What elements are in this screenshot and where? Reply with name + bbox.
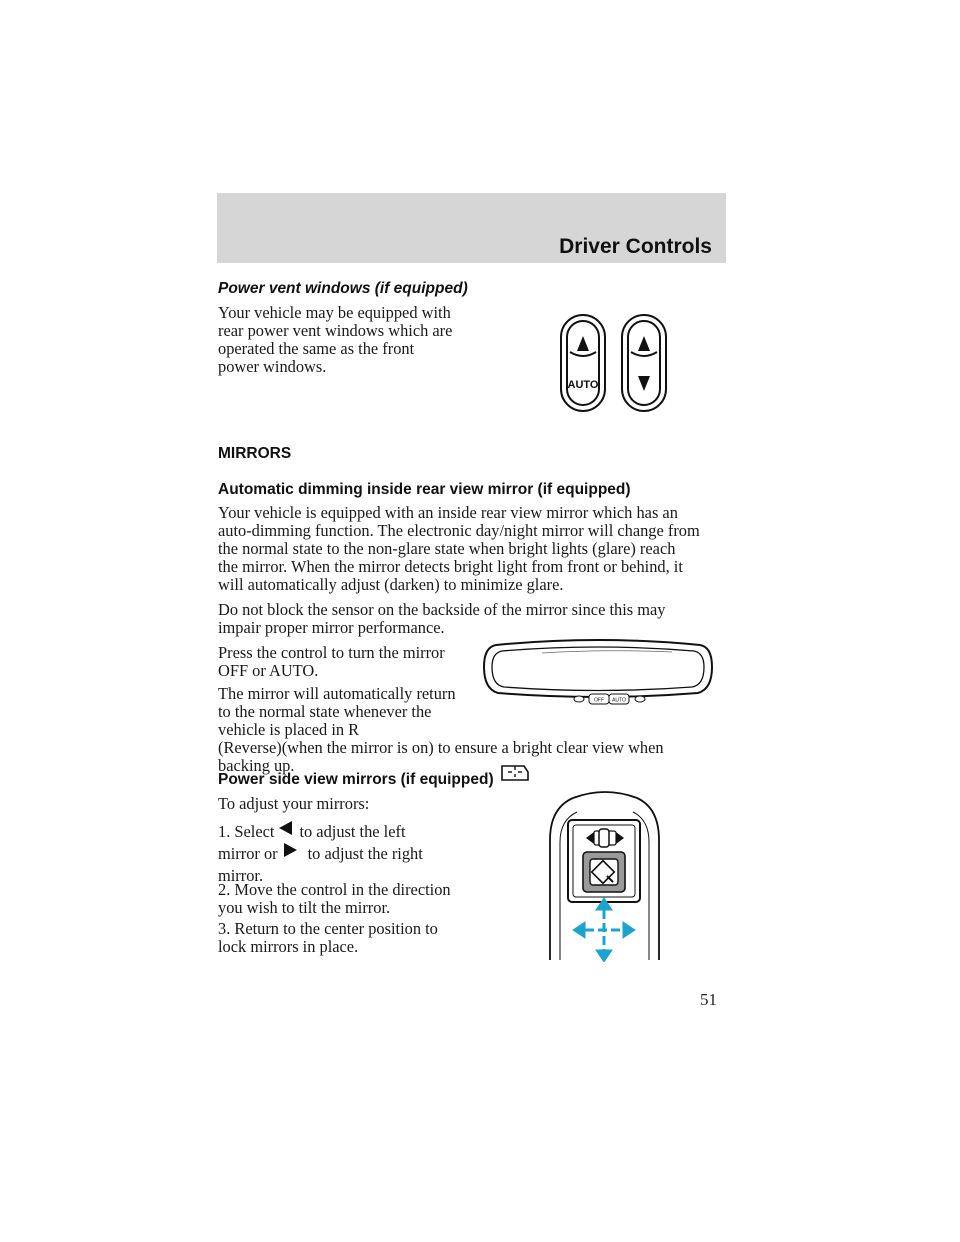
power-mirror-icon (500, 762, 530, 784)
rearview-mirror-figure (482, 637, 714, 709)
text-line: will automatically adjust (darken) to minimize glare. (218, 575, 564, 594)
arrow-up-icon (577, 336, 589, 351)
text-line: 2. Move the control in the direction (218, 880, 451, 899)
text-line: to the normal state whenever the (218, 702, 432, 721)
text-line: impair proper mirror performance. (218, 618, 445, 637)
auto-dim-para2 (218, 601, 665, 637)
sensor-icon (574, 696, 584, 702)
text-line: backing up. (218, 756, 295, 775)
step1-text: mirror. (218, 866, 264, 885)
step1-text: mirror or (218, 844, 278, 863)
step1-text: to adjust the right (307, 844, 423, 863)
text-line: Do not block the sensor on the backside of the mirror since this may (218, 600, 666, 619)
step1-text: 1. Select (218, 822, 275, 841)
text-line: 3. Return to the center position to (218, 919, 438, 938)
page-number: 51 (700, 990, 717, 1009)
vent-line: operated the same as the front (218, 339, 415, 358)
auto-dim-para3 (218, 644, 445, 680)
indicator-icon (635, 696, 645, 702)
switch-auto-label: AUTO (567, 379, 599, 391)
svg-text:AUTO: AUTO (612, 697, 626, 704)
text-line: lock mirrors in place. (218, 937, 359, 956)
power-side-step3 (218, 920, 438, 956)
power-side-step1 (218, 821, 423, 887)
header-band (217, 193, 726, 263)
auto-dim-heading: Automatic dimming inside rear view mirror (if equipped) (218, 481, 631, 498)
auto-dim-para1 (218, 504, 700, 594)
direction-arrows-icon (573, 898, 635, 962)
mirrors-heading: MIRRORS (218, 445, 292, 462)
power-side-step2 (218, 881, 451, 917)
text-line: the normal state to the non-glare state when bright lights (glare) reach (218, 539, 676, 558)
text-line: auto-dimming function. The electronic day/night mirror will change from (218, 521, 700, 540)
selector-knob (599, 829, 609, 847)
text-line: vehicle is placed in R (218, 720, 360, 739)
text-line: OFF or AUTO. (218, 661, 319, 680)
power-side-heading (218, 771, 530, 789)
left-mirror-select-icon (276, 820, 296, 836)
power-side-heading-text: Power side view mirrors (if equipped) (218, 771, 494, 788)
vent-line: Your vehicle may be equipped with (218, 303, 451, 322)
text-line: the mirror. When the mirror detects bright light from front or behind, it (218, 557, 683, 576)
arrow-up-icon (638, 336, 650, 351)
vent-line: rear power vent windows which are (218, 321, 453, 340)
text-line: Your vehicle is equipped with an inside rear view mirror which has an (218, 503, 678, 522)
mirror-control-figure (545, 790, 665, 962)
step1-text: to adjust the left (299, 822, 406, 841)
arrow-down-icon (638, 376, 650, 391)
right-mirror-select-icon (280, 842, 300, 858)
text-line: (Reverse)(when the mirror is on) to ensure a bright clear view when (218, 738, 664, 757)
text-line: Press the control to turn the mirror (218, 643, 445, 662)
section-title: Driver Controls (559, 235, 712, 258)
power-side-intro: To adjust your mirrors: (218, 794, 370, 813)
text-line: you wish to tilt the mirror. (218, 898, 391, 917)
text-line: The mirror will automatically return (218, 684, 456, 703)
vent-line: power windows. (218, 357, 327, 376)
svg-text:OFF: OFF (594, 697, 604, 704)
vent-switch-figure (556, 312, 676, 414)
vent-body (218, 304, 452, 376)
vent-heading: Power vent windows (if equipped) (218, 280, 468, 297)
